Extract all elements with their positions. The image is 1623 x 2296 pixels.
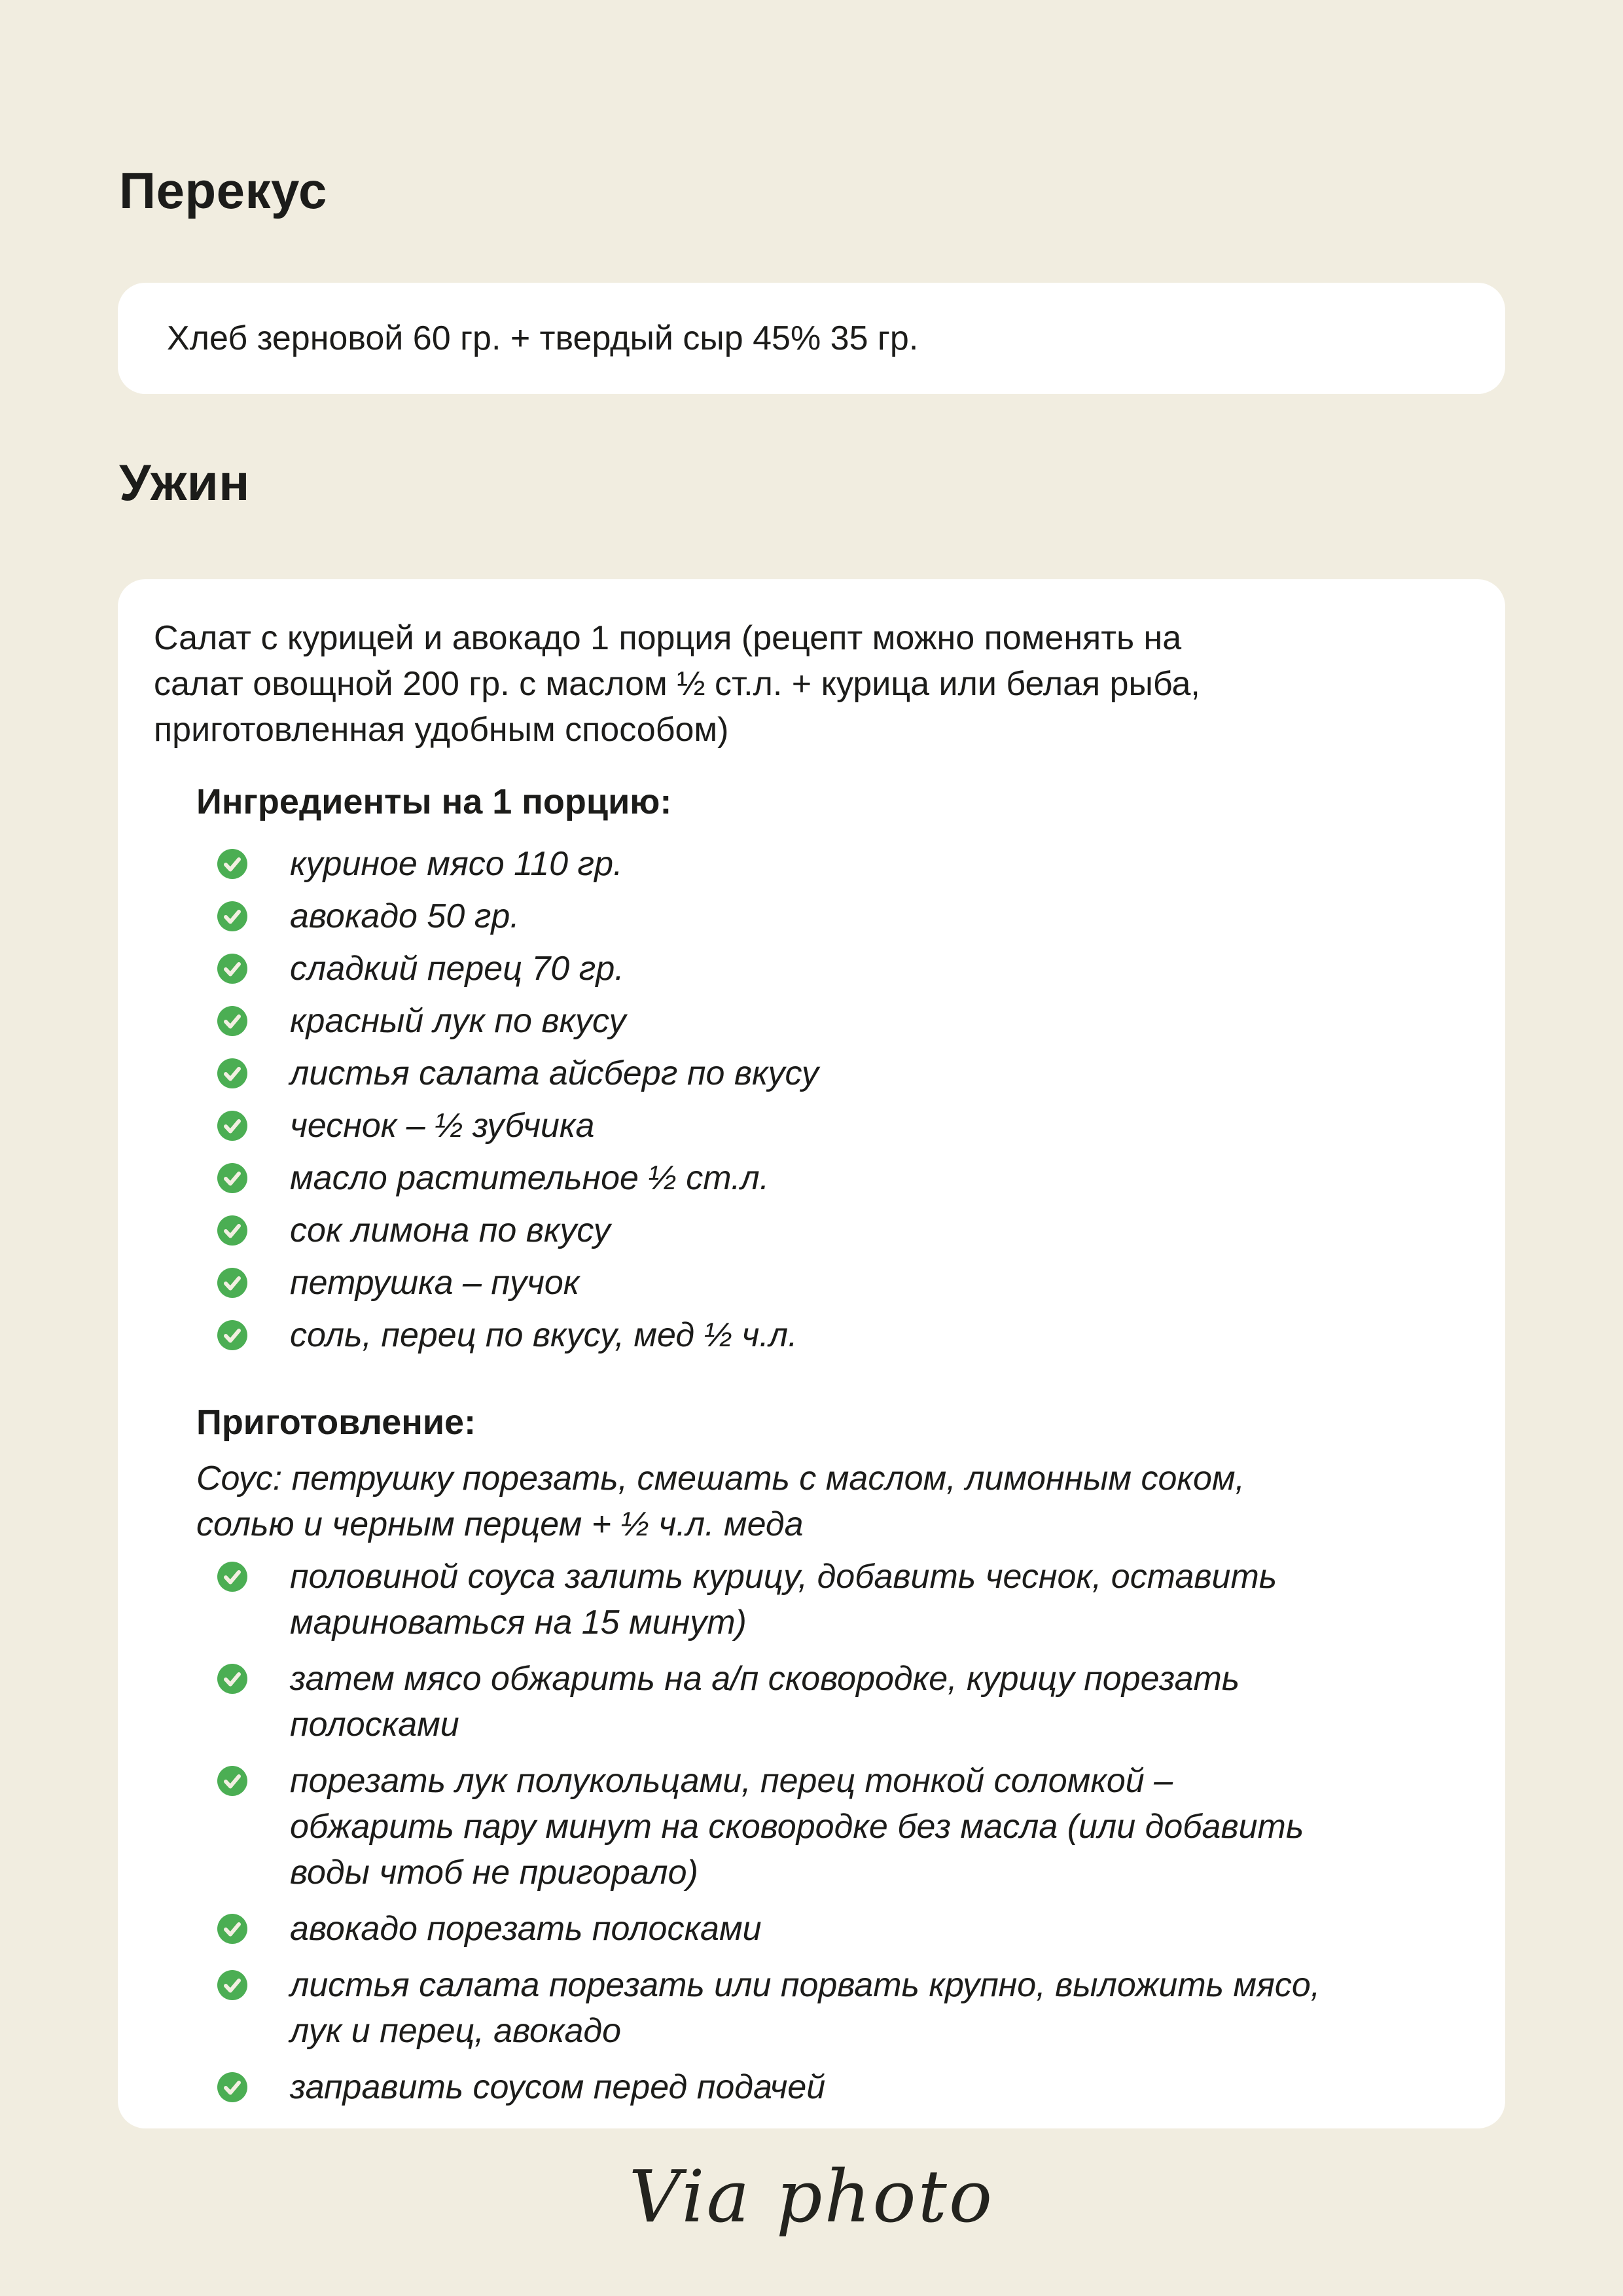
step-line: мариноваться на 15 минут) xyxy=(290,1604,747,1641)
step-line: заправить соусом перед подачей xyxy=(290,2068,826,2106)
sauce-line: солью и черным перцем + ½ ч.л. меда xyxy=(196,1505,804,1543)
step-line: половиной соуса залить курицу, добавить чеснок, оставить xyxy=(290,1558,1277,1596)
check-icon xyxy=(217,1215,247,1246)
step-line: порезать лук полукольцами, перец тонкой соломкой – xyxy=(290,1762,1173,1800)
intro-line: Салат с курицей и авокадо 1 порция (рецепт можно поменять на xyxy=(154,619,1182,657)
check-icon xyxy=(217,1268,247,1298)
step-line: обжарить пару минут на сковородке без масла (или добавить xyxy=(290,1808,1304,1846)
check-icon xyxy=(217,1766,247,1796)
section-title-dinner: Ужин xyxy=(119,454,250,511)
steps-list xyxy=(217,1554,1479,2110)
check-icon xyxy=(217,901,247,931)
ingredient-item xyxy=(217,1100,1479,1152)
ingredient-item xyxy=(217,890,1479,942)
step-line: листья салата порезать или порвать крупно, выложить мясо, xyxy=(290,1966,1321,2004)
check-icon xyxy=(217,1664,247,1694)
ingredient-text: авокадо 50 гр. xyxy=(290,897,520,935)
ingredient-item xyxy=(217,1047,1479,1100)
intro-line: салат овощной 200 гр. с маслом ½ ст.л. + курица или белая рыба, xyxy=(154,665,1200,703)
check-icon xyxy=(217,1320,247,1350)
step-item xyxy=(217,1554,1479,1645)
check-icon xyxy=(217,1006,247,1036)
dinner-card xyxy=(118,579,1505,2128)
check-icon xyxy=(217,1970,247,2000)
step-item xyxy=(217,2064,1479,2110)
ingredient-text: красный лук по вкусу xyxy=(290,1002,626,1040)
ingredient-item xyxy=(217,1152,1479,1204)
ingredient-text: сладкий перец 70 гр. xyxy=(290,950,624,988)
ingredient-text: куриное мясо 110 гр. xyxy=(290,845,623,883)
intro-line: приготовленная удобным способом) xyxy=(154,711,729,749)
ingredient-item xyxy=(217,1309,1479,1361)
step-item xyxy=(217,1906,1479,1952)
snack-card xyxy=(118,283,1505,394)
step-text xyxy=(290,1962,1320,2054)
dinner-intro xyxy=(154,615,1479,753)
step-line: лук и перец, авокадо xyxy=(290,2012,622,2050)
signature-logo: Via photo xyxy=(628,2155,995,2238)
check-icon xyxy=(217,1111,247,1141)
check-icon xyxy=(217,849,247,879)
step-text xyxy=(290,1758,1304,1895)
step-line: авокадо порезать полосками xyxy=(290,1910,762,1948)
ingredients-list xyxy=(217,838,1479,1361)
ingredient-text: сок лимона по вкусу xyxy=(290,1211,611,1249)
ingredients-title: Ингредиенты на 1 порцию: xyxy=(196,782,672,821)
step-text xyxy=(290,1656,1240,1748)
check-icon xyxy=(217,1058,247,1088)
ingredient-text: листья салата айсберг по вкусу xyxy=(290,1054,819,1092)
check-icon xyxy=(217,954,247,984)
sauce-line: Соус: петрушку порезать, смешать с маслом, лимонным соком, xyxy=(196,1460,1245,1498)
step-line: воды чтоб не пригорало) xyxy=(290,1854,698,1892)
snack-card-text: Хлеб зерновой 60 гр. + твердый сыр 45% 35 гр. xyxy=(167,319,919,357)
step-text xyxy=(290,1906,762,1952)
check-icon xyxy=(217,2072,247,2102)
ingredient-item xyxy=(217,1257,1479,1309)
check-icon xyxy=(217,1914,247,1944)
step-text xyxy=(290,2064,825,2110)
ingredient-text: чеснок – ½ зубчика xyxy=(290,1107,595,1145)
check-icon xyxy=(217,1562,247,1592)
preparation-title: Приготовление: xyxy=(196,1403,476,1442)
step-line: полосками xyxy=(290,1706,459,1744)
section-title-snack: Перекус xyxy=(119,162,327,219)
step-item xyxy=(217,1758,1479,1895)
ingredient-item xyxy=(217,838,1479,890)
step-item xyxy=(217,1962,1479,2054)
ingredient-text: петрушка – пучок xyxy=(290,1264,580,1302)
ingredient-item xyxy=(217,995,1479,1047)
ingredient-text: соль, перец по вкусу, мед ½ ч.л. xyxy=(290,1316,798,1354)
step-text xyxy=(290,1554,1277,1645)
step-item xyxy=(217,1656,1479,1748)
check-icon xyxy=(217,1163,247,1193)
step-line: затем мясо обжарить на а/п сковородке, курицу порезать xyxy=(290,1660,1240,1698)
ingredient-text: масло растительное ½ ст.л. xyxy=(290,1159,770,1197)
ingredient-item xyxy=(217,1204,1479,1257)
ingredient-item xyxy=(217,942,1479,995)
sauce-note xyxy=(196,1456,1479,1547)
